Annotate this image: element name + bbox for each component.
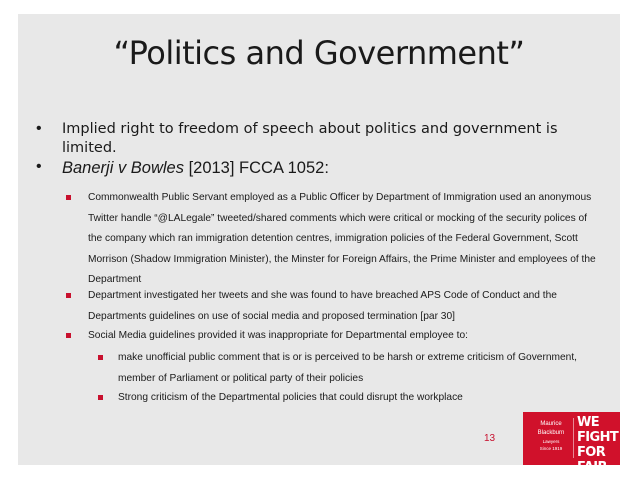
bullet-text: Implied right to freedom of speech about politics and government is limited. [62,121,558,156]
bullet-case-text [62,158,592,178]
slogan [577,415,619,475]
square-bullet-icon [66,195,71,200]
firm-name-line: Maurice [540,421,562,427]
bullet-dot-icon: • [36,158,42,175]
firm-since: Since 1919 [539,446,563,451]
square-bullet-icon [98,395,103,400]
slogan-line: WE [577,415,600,430]
firm-name-sub: Lawyers [542,439,560,444]
slogan-line: FOR [577,445,606,460]
square-bullet-icon [66,333,71,338]
sub-bullet-text: Commonwealth Public Servant employed as a Public Officer by Department of Immigration used an anonymous Twitter handle “@LALegale” tweeted/shared comments which were critical or mocking of the security polices of the company which ran immigration detention centres, immigration policies of the Federal Government, Scott Morrison (Shadow Immigration Minister), the Minster for Foreign Affairs, the Prime Minister and employees of the Department [88,192,596,285]
firm-name [531,420,571,452]
sub-bullet-text: Social Media guidelines provided it was inappropriate for Departmental employee to: [88,330,468,341]
slide-title: “Politics and Government” [113,34,525,72]
slogan-line: FAIR [577,460,607,475]
sub-sub-bullet-text: Strong criticism of the Departmental policies that could disrupt the workplace [118,392,463,403]
page-number: 13 [484,433,496,444]
firm-name-line: Blackburn [537,430,565,436]
case-citation: [2013] FCCA 1052: [183,159,329,177]
sub-bullet-text: Department investigated her tweets and she was found to have breached APS Code of Conduct and the Departments guidelines on use of social media and proposed termination [par 30] [88,290,557,322]
square-bullet-icon [98,355,103,360]
case-name: Banerji v Bowles [62,159,184,177]
slogan-line: FIGHT [577,430,619,445]
firm-logo [523,412,620,475]
sub-sub-bullet-text: make unofficial public comment that is or is perceived to be harsh or extreme criticism of Government, member of Parliament or political party of their policies [118,352,578,384]
logo-divider [573,418,574,458]
bullet-dot-icon: • [36,120,42,137]
square-bullet-icon [66,293,71,298]
